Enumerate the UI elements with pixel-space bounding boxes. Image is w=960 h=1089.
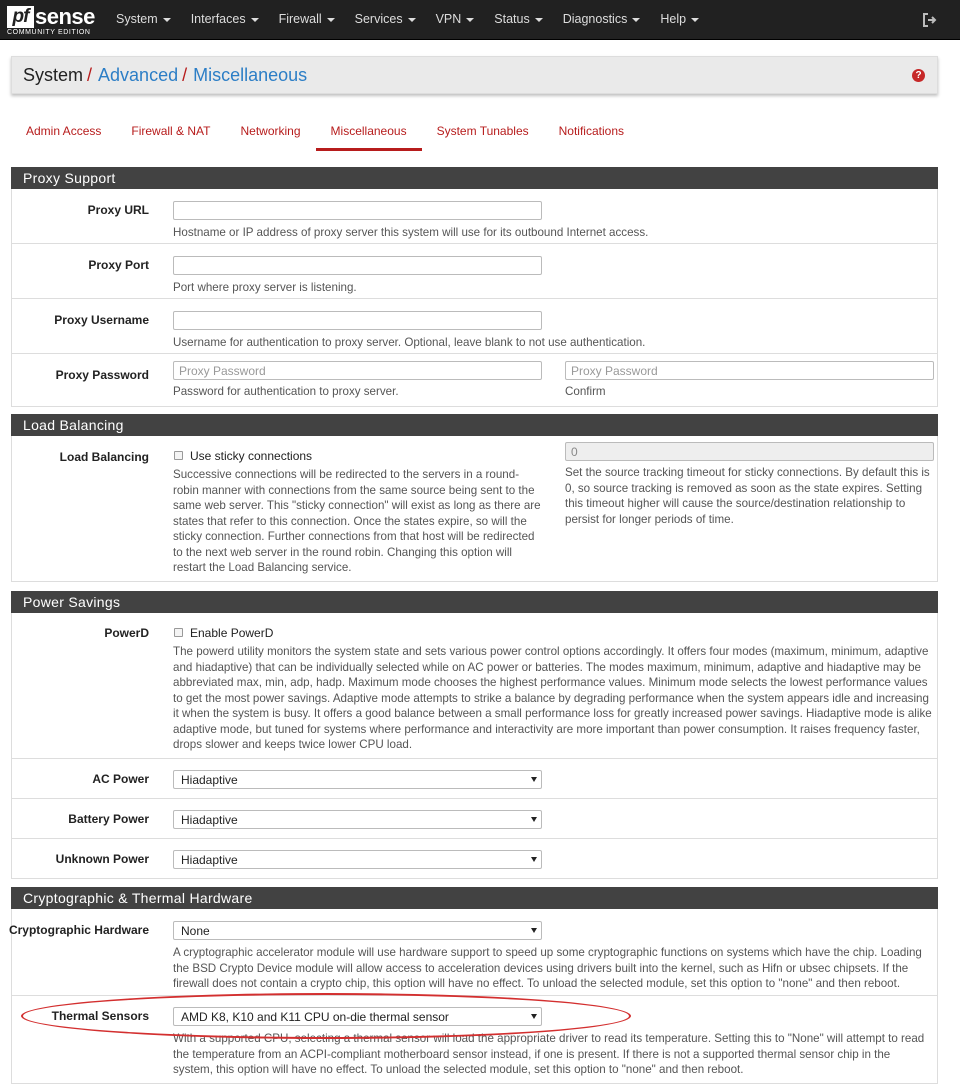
chevron-down-icon [163,18,171,22]
powerd-row [12,613,937,759]
menu-system[interactable]: System [106,0,181,40]
proxy-username-input[interactable] [173,311,542,330]
proxy-password-label: Proxy Password [55,368,149,382]
tab-notifications[interactable]: Notifications [558,124,624,138]
breadcrumb-advanced-link[interactable]: Advanced [98,65,179,85]
dropdown-arrow-icon [531,928,537,933]
crypto-thermal-heading: Cryptographic & Thermal Hardware [11,887,938,909]
chevron-down-icon [691,18,699,22]
menu-interfaces[interactable]: Interfaces [181,0,269,40]
ac-power-row [12,759,937,799]
crypto-hardware-label: Cryptographic Hardware [8,923,149,937]
breadcrumb-separator: / [87,65,93,85]
sticky-connections-checkbox[interactable] [174,451,183,460]
proxy-password-confirm-help: Confirm [565,385,606,398]
crypto-hardware-select[interactable] [173,921,542,940]
tab-miscellaneous[interactable]: Miscellaneous [316,114,422,151]
thermal-sensors-value: AMD K8, K10 and K11 CPU on-die thermal sensor [181,1010,449,1024]
menu-services[interactable]: Services [345,0,426,40]
battery-power-value: Hiadaptive [181,813,238,827]
proxy-port-row [12,244,937,299]
proxy-url-row [12,189,937,244]
breadcrumb-miscellaneous-link[interactable]: Miscellaneous [193,65,308,85]
logo-sense: sense [35,4,95,29]
menu-firewall[interactable]: Firewall [269,0,345,40]
logo-edition: COMMUNITY EDITION [7,29,91,36]
enable-powerd-checkbox[interactable] [174,628,183,637]
enable-powerd-label[interactable]: Enable PowerD [190,626,274,640]
proxy-url-input[interactable] [173,201,542,220]
breadcrumb-panel [11,56,938,94]
tab-system-tunables[interactable]: System Tunables [436,124,529,138]
proxy-password-confirm-input[interactable]: Proxy Password [565,361,934,380]
proxy-url-help: Hostname or IP address of proxy server this system will use for its outbound Internet access. [173,226,649,239]
main-menu [106,0,709,40]
thermal-sensors-help: With a supported CPU, selecting a thermal sensor will load the appropriate driver to read its temperature. Setting this to "None" will attempt to read the temperature from an ACPI-compliant motherboard sensor instead, if one is present. If there is not a supported thermal sensor chip in the system, this option will have no effect. To unload the selected module, set this option to "none" and then reboot. [173,1032,925,1076]
menu-help[interactable]: Help [650,0,709,40]
chevron-down-icon [408,18,416,22]
menu-status[interactable]: Status [484,0,552,40]
tab-networking[interactable]: Networking [240,124,301,138]
chevron-down-icon [327,18,335,22]
proxy-url-label: Proxy URL [87,203,149,217]
logo-pf: pf [7,6,34,28]
proxy-support-panel [11,189,938,407]
sticky-connections-label[interactable]: Use sticky connections [190,449,313,463]
ac-power-select[interactable] [173,770,542,789]
highlight-annotation-oval [21,993,631,1039]
unknown-power-select[interactable] [173,850,542,869]
load-balancing-row [12,436,937,582]
source-tracking-timeout-help: Set the source tracking timeout for sticky connections. By default this is 0, so source tracking is removed as soon as the state expires. Setting this timeout higher will cause the source/destination relationship to persist for longer periods of time. [565,466,930,526]
powerd-help: The powerd utility monitors the system state and sets various power control options accordingly. It offers four modes (maximum, minimum, adaptive and hiadaptive) that can be individually selected while on AC power or batteries. The modes maximum, minimum, adaptive and hiadaptive may be abbreviated max, min, adp, hadp. Maximum mode chooses the highest performance values. Minimum mode selects the lowest performance values to get the most power savings. Adaptive mode attempts to strike a balance by degrading performance when the system appears idle and increasing it when the system is busy. It offers a good balance between a small performance loss for greatly increased power savings. Hiadaptive mode is alike adaptive mode, but tuned for systems where performance and interactivity are more important than power consumption. It raises frequency faster, drops slower and keeps twice lower CPU load. [173,645,932,751]
crypto-hardware-value: None [181,924,210,938]
ac-power-label: AC Power [92,772,149,786]
proxy-password-row [12,354,937,407]
dropdown-arrow-icon [531,817,537,822]
proxy-password-help: Password for authentication to proxy server. [173,385,399,398]
proxy-support-heading: Proxy Support [11,167,938,189]
load-balancing-heading: Load Balancing [11,414,938,436]
proxy-port-help: Port where proxy server is listening. [173,281,357,294]
battery-power-row [12,799,937,839]
battery-power-select[interactable] [173,810,542,829]
chevron-down-icon [632,18,640,22]
chevron-down-icon [251,18,259,22]
chevron-down-icon [535,18,543,22]
proxy-port-input[interactable] [173,256,542,275]
crypto-hardware-help: A cryptographic accelerator module will use hardware support to speed up some cryptographic functions on systems which have the chip. Loading the BSD Crypto Device module will allow access to acceleration devices using drivers built into the kernel, such as Hifn or ubsec chipsets. If the firewall does not contain a crypto chip, this option will have no effect. To unload the selected module, set this option to "none" and then reboot. [173,946,922,990]
pfsense-logo[interactable] [7,6,95,36]
thermal-sensors-label: Thermal Sensors [51,1009,149,1023]
power-savings-heading: Power Savings [11,591,938,613]
logout-icon[interactable] [922,12,938,28]
proxy-port-label: Proxy Port [88,258,149,272]
proxy-password-input[interactable]: Proxy Password [173,361,542,380]
proxy-username-row [12,299,937,354]
load-balancing-panel [11,436,938,582]
ac-power-value: Hiadaptive [181,773,238,787]
load-balancing-label: Load Balancing [59,450,149,464]
sticky-connections-help: Successive connections will be redirected to the servers in a round-robin manner with connections from the same source being sent to the same web server. This "sticky connection" will exist as long as there are states that refer to this connection. Once the states expire, so will the sticky connection. Further connections from that host will be redirected to the next web server in the round robin. Changing this option will restart the Load Balancing service. [173,468,541,574]
menu-vpn[interactable]: VPN [426,0,485,40]
dropdown-arrow-icon [531,777,537,782]
tab-firewall-nat[interactable]: Firewall & NAT [131,124,211,138]
battery-power-label: Battery Power [68,812,149,826]
crypto-hardware-row [8,909,937,996]
tab-bar [11,114,639,151]
proxy-username-help: Username for authentication to proxy server. Optional, leave blank to not use authentication. [173,336,646,349]
powerd-label: PowerD [104,626,149,640]
breadcrumb-root: System [23,65,84,85]
unknown-power-label: Unknown Power [55,852,149,866]
power-savings-panel [11,613,938,879]
unknown-power-value: Hiadaptive [181,853,238,867]
source-tracking-timeout-input[interactable]: 0 [565,442,934,461]
breadcrumb [23,65,307,86]
proxy-username-label: Proxy Username [54,313,149,327]
unknown-power-row [12,839,937,879]
tab-admin-access[interactable]: Admin Access [26,124,102,138]
chevron-down-icon [466,18,474,22]
breadcrumb-separator: / [182,65,188,85]
help-icon[interactable]: ? [912,69,925,82]
top-navbar [0,0,960,40]
dropdown-arrow-icon [531,857,537,862]
menu-diagnostics[interactable]: Diagnostics [553,0,651,40]
